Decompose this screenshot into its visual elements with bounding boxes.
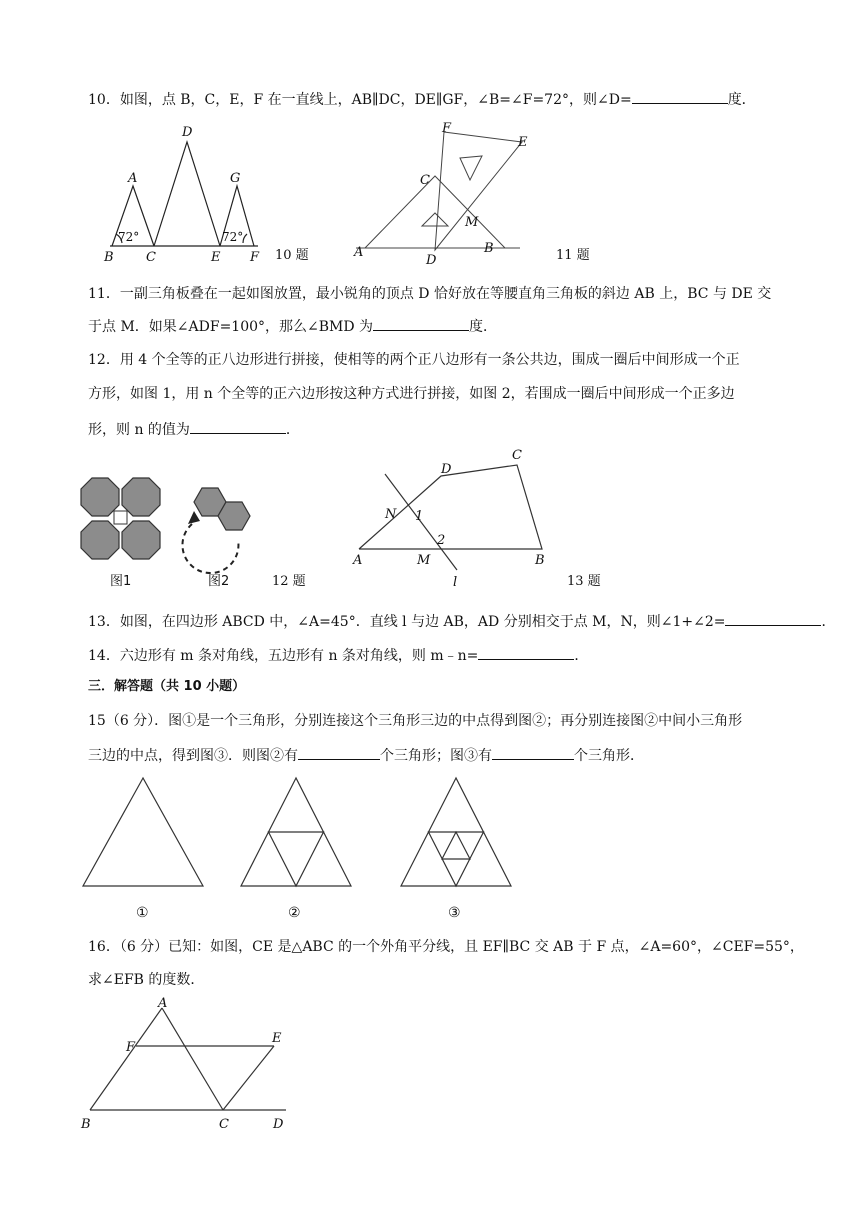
fig12-caption-2: 图2 [208,574,230,589]
section-3-heading: 三．解答题（共 10 小题） [88,679,246,694]
fig16-label-B: B [81,1117,91,1132]
fig10-label-B: B [104,250,114,265]
figure-16 [78,996,293,1134]
figure-12-octagons [78,476,168,562]
q12-answer-blank[interactable] [190,418,286,434]
q11-line2 [88,315,497,337]
q14-suffix: ． [574,648,589,664]
q13-answer-blank[interactable] [725,610,821,626]
figure-13 [345,440,560,588]
q15-line2 [88,744,644,766]
q11-line1: 11．一副三角板叠在一起如图放置，最小锐角的顶点 D 恰好放在等腰直角三角板的斜边 AB 上，BC 与 DE 交 [88,286,772,302]
q14-stem: 14．六边形有 m 条对角线，五边形有 n 条对角线，则 m﹣n= [88,648,479,664]
fig11-caption: 11 题 [556,248,590,263]
fig11-label-C: C [420,173,430,188]
fig13-label-A: A [353,553,363,568]
fig16-label-F: F [126,1040,136,1055]
fig10-label-G: G [230,171,241,186]
q10-answer-blank[interactable] [632,88,728,104]
figure-15-triangle-1 [80,776,206,888]
q13-stem: 13．如图，在四边形 ABCD 中，∠A=45°．直线 l 与边 AB，AD 分别相交于点 M，N，则∠1+∠2= [88,614,726,630]
fig16-label-D: D [273,1117,284,1132]
figure-12-hexagons [180,484,265,574]
fig10-label-E: E [211,250,221,265]
fig10-label-C: C [146,250,156,265]
fig13-label-M: M [417,553,431,568]
fig10-label-A: A [128,171,138,186]
fig13-label-N: N [385,507,397,522]
fig11-label-D: D [426,253,437,268]
q16-line1: 16．（6 分）已知：如图，CE 是△ABC 的一个外角平分线，且 EF∥BC 交 AB 于 F 点，∠A=60°，∠CEF=55°， [88,939,804,955]
fig15-caption-2: ② [288,905,301,921]
fig13-label-B: B [535,553,545,568]
q15-stem-b: 个三角形；图③有 [380,748,492,764]
q13-text [88,610,835,632]
fig12-caption: 12 题 [272,574,306,589]
fig15-caption-1: ① [136,905,149,921]
fig13-label-2: 2 [437,533,446,548]
fig10-angle-F: 72° [222,230,244,244]
q14-answer-blank[interactable] [478,644,574,660]
fig11-label-E: E [518,135,528,150]
q15-line1: 15（6 分）．图①是一个三角形，分别连接这个三角形三边的中点得到图②；再分别连接图②中间小三角形 [88,713,743,729]
figure-11 [350,118,550,268]
fig13-label-l: l [453,575,458,588]
q11-answer-blank[interactable] [373,315,469,331]
fig10-angle-B: 72° [118,230,140,244]
fig12-caption-1: 图1 [110,574,132,589]
fig13-label-D: D [441,462,452,477]
q14-text [88,644,588,666]
fig11-label-A: A [354,245,364,260]
fig13-label-C: C [512,448,522,463]
fig16-label-E: E [272,1031,282,1046]
fig10-caption: 10 题 [275,248,309,263]
figure-10 [100,120,270,268]
q11-suffix: 度． [469,319,498,335]
q15-answer-blank-2[interactable] [492,744,574,760]
q15-stem-c: 个三角形． [574,748,644,764]
q16-line2: 求∠EFB 的度数． [88,972,205,988]
q10-suffix: 度． [727,92,756,108]
q10-text [88,88,756,110]
q12-line2: 方形，如图 1，用 n 个全等的正六边形按这种方式进行拼接，如图 2，若围成一圈后中间形成一个正多边 [88,386,735,402]
fig16-label-C: C [219,1117,229,1132]
q12-stem: 形，则 n 的值为 [88,422,190,438]
q15-answer-blank-1[interactable] [298,744,380,760]
figure-15-triangle-2 [238,776,354,888]
q12-suffix: ． [285,422,300,438]
q12-line3 [88,418,300,440]
fig15-caption-3: ③ [448,905,461,921]
fig13-label-1: 1 [415,509,424,524]
q15-stem-a: 三边的中点，得到图③．则图②有 [88,748,298,764]
fig11-label-B: B [484,241,494,256]
fig16-label-A: A [158,996,168,1011]
fig11-label-F: F [442,121,452,136]
fig13-caption: 13 题 [567,574,601,589]
figure-15-triangle-3 [398,776,514,888]
fig10-label-F: F [250,250,260,265]
q13-suffix: ． [821,614,836,630]
fig10-label-D: D [182,125,193,140]
q10-stem: 10．如图，点 B，C，E，F 在一直线上，AB∥DC，DE∥GF，∠B=∠F=72°，则∠D= [88,92,632,108]
fig11-label-M: M [465,215,479,230]
q12-line1: 12．用 4 个全等的正八边形进行拼接，使相等的两个正八边形有一条公共边，围成一圈后中间形成一个正 [88,352,740,368]
q11-stem: 于点 M．如果∠ADF=100°，那么∠BMD 为 [88,319,374,335]
